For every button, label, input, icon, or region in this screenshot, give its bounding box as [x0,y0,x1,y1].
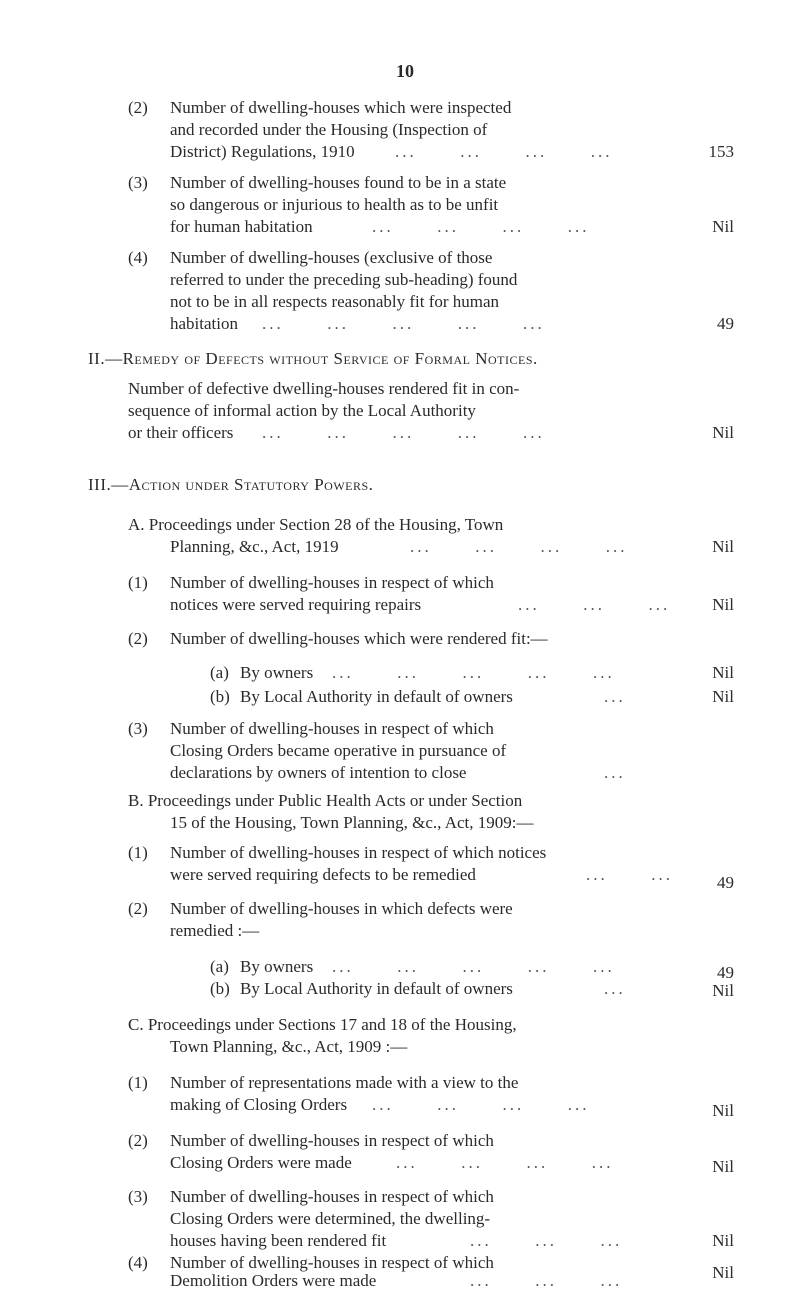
leader-dots: ... [604,687,626,706]
leader-dots: ... ... ... ... [410,537,628,556]
c-item-3-num: (3) [128,1187,148,1206]
item-2-line-2: and recorded under the Housing (Inspection of [170,120,488,139]
a-item-2-num: (2) [128,629,148,648]
leader-dots: ... ... ... [518,595,671,614]
a-item-2a-line: By owners [240,663,314,682]
a-item-2a-value: Nil [712,663,734,682]
c-item-2-num: (2) [128,1131,148,1150]
leader-dots: ... ... ... ... ... [262,423,545,442]
item-3-line-2: so dangerous or injurious to health as to be unfit [170,195,499,214]
a-item-1-line-1: Number of dwelling-houses in respect of which [170,573,494,592]
item-3-num: (3) [128,173,148,192]
item-4-line-3: not to be in all respects reasonably fit for human [170,292,500,311]
a-item-1-num: (1) [128,573,148,592]
section-a-line-1: A. Proceedings under Section 28 of the Housing, Town [128,515,504,534]
a-item-3-num: (3) [128,719,148,738]
section-b-line-2: 15 of the Housing, Town Planning, &c., Act, 1909:— [170,813,534,832]
item-2-num: (2) [128,98,148,117]
item-3-value: Nil [712,217,734,236]
c-item-4-value: Nil [712,1263,734,1282]
b-item-2a-value: 49 [717,963,734,982]
item-4-num: (4) [128,248,148,267]
leader-dots: ... [604,763,626,782]
b-item-2a-num: (a) [210,957,229,976]
a-item-2b-num: (b) [210,687,230,706]
leader-dots: ... ... ... ... ... [332,957,615,976]
c-item-2-line-1: Number of dwelling-houses in respect of which [170,1131,494,1150]
c-item-1-line-2: making of Closing Orders [170,1095,348,1114]
a-item-3-line-2: Closing Orders became operative in pursuance of [170,741,507,760]
b-item-2-line-2: remedied :— [170,921,260,940]
item-4-line-4: habitation [170,314,238,333]
b-item-1-value: 49 [717,873,734,892]
item-3-line-3: for human habitation [170,217,313,236]
b-item-1-line-2: were served requiring defects to be remedied [170,865,476,884]
b-item-1-num: (1) [128,843,148,862]
c-item-2-line-2: Closing Orders were made [170,1153,352,1172]
a-item-3-line-3: declarations by owners of intention to close [170,763,467,782]
page-number: 10 [396,61,414,81]
c-item-1-value: Nil [712,1101,734,1120]
section-ii-heading: II.—Remedy of Defects without Service of Formal Notices. [88,349,538,368]
leader-dots: ... ... ... [470,1231,623,1250]
leader-dots: ... ... ... ... ... [262,314,545,333]
a-item-2b-value: Nil [712,687,734,706]
b-item-2a-line: By owners [240,957,314,976]
leader-dots: ... [604,979,626,998]
leader-dots: ... ... ... [470,1271,623,1290]
c-item-3-line-1: Number of dwelling-houses in respect of which [170,1187,494,1206]
section-b-line-1: B. Proceedings under Public Health Acts or under Section [128,791,523,810]
c-item-3-line-2: Closing Orders were determined, the dwelling- [170,1209,491,1228]
b-item-2b-num: (b) [210,979,230,998]
item-3-line-1: Number of dwelling-houses found to be in a state [170,173,507,192]
leader-dots: ... ... ... ... ... [332,663,615,682]
leader-dots: ... ... ... ... [395,142,613,161]
b-item-1-line-1: Number of dwelling-houses in respect of which notices [170,843,547,862]
c-item-1-line-1: Number of representations made with a view to the [170,1073,519,1092]
leader-dots: ... ... ... ... [372,217,590,236]
c-item-4-num: (4) [128,1253,148,1272]
b-item-2-num: (2) [128,899,148,918]
section-ii-line-1: Number of defective dwelling-houses rendered fit in con- [128,379,520,398]
a-item-2a-num: (a) [210,663,229,682]
leader-dots: ... ... ... ... [372,1095,590,1114]
item-2-line-1: Number of dwelling-houses which were inspected [170,98,512,117]
item-4-value: 49 [717,314,734,333]
item-4-line-1: Number of dwelling-houses (exclusive of those [170,248,493,267]
item-4-line-2: referred to under the preceding sub-heading) found [170,270,518,289]
a-item-2-line-1: Number of dwelling-houses which were rendered fit:— [170,629,548,648]
c-item-4-line-1: Number of dwelling-houses in respect of which [170,1253,494,1272]
leader-dots: ... ... ... ... [396,1153,614,1172]
b-item-2-line-1: Number of dwelling-houses in which defects were [170,899,513,918]
c-item-4-line-2: Demolition Orders were made [170,1271,377,1290]
c-item-3-line-3: houses having been rendered fit [170,1231,387,1250]
b-item-2b-line: By Local Authority in default of owners [240,979,513,998]
a-item-1-value: Nil [712,595,734,614]
item-2-line-3: District) Regulations, 1910 [170,142,355,161]
a-item-3-line-1: Number of dwelling-houses in respect of which [170,719,494,738]
section-a-value: Nil [712,537,734,556]
a-item-1-line-2: notices were served requiring repairs [170,595,422,614]
leader-dots: ... ... [586,865,673,884]
section-c-line-1: C. Proceedings under Sections 17 and 18 of the Housing, [128,1015,517,1034]
c-item-1-num: (1) [128,1073,148,1092]
section-a-line-2: Planning, &c., Act, 1919 [170,537,339,556]
section-iii-heading: III.—Action under Statutory Powers. [88,475,374,494]
item-2-value: 153 [708,142,734,161]
section-c-line-2: Town Planning, &c., Act, 1909 :— [170,1037,408,1056]
a-item-2b-line: By Local Authority in default of owners [240,687,513,706]
section-ii-value: Nil [712,423,734,442]
b-item-2b-value: Nil [712,981,734,1000]
section-ii-line-2: sequence of informal action by the Local Authority [128,401,476,420]
c-item-2-value: Nil [712,1157,734,1176]
section-ii-line-3: or their officers [128,423,234,442]
c-item-3-value: Nil [712,1231,734,1250]
